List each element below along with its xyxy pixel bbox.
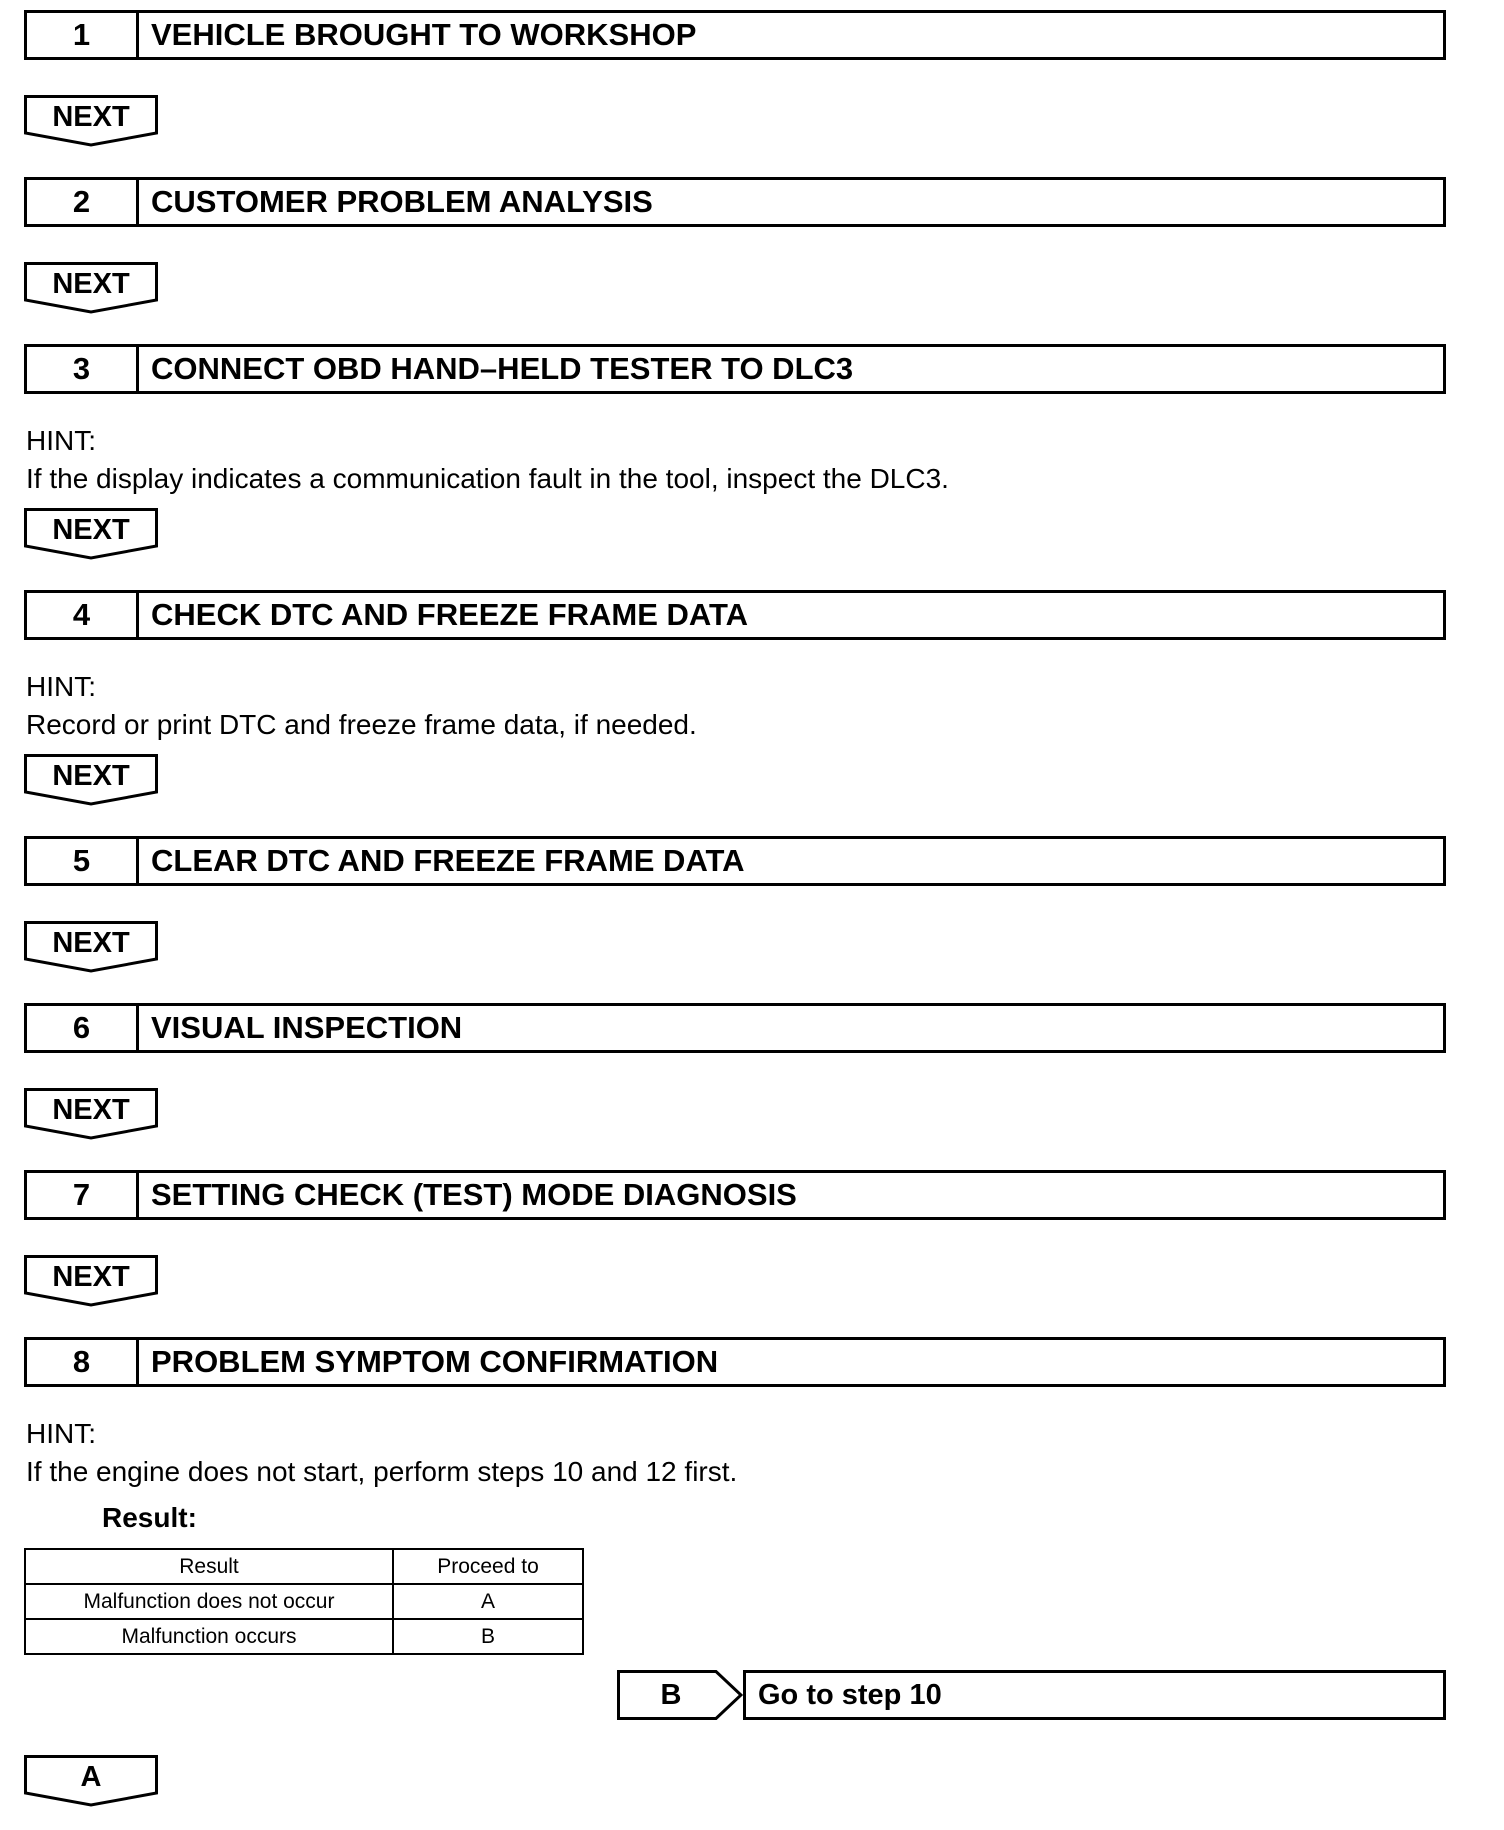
step-4-box bbox=[24, 590, 1446, 640]
next-label: NEXT bbox=[52, 268, 130, 300]
step-8-box bbox=[24, 1337, 1446, 1387]
table-row bbox=[25, 1619, 583, 1654]
step-title: SETTING CHECK (TEST) MODE DIAGNOSIS bbox=[151, 1177, 797, 1212]
table-cell: Malfunction does not occur bbox=[25, 1584, 393, 1619]
next-arrow-3 bbox=[24, 508, 158, 560]
next-arrow-2 bbox=[24, 262, 158, 314]
step-number: 4 bbox=[27, 593, 139, 637]
branch-a-arrow bbox=[24, 1755, 158, 1807]
step-number: 8 bbox=[27, 1340, 139, 1384]
hint-text: Record or print DTC and freeze frame data, if needed. bbox=[26, 709, 697, 740]
branch-a-label: A bbox=[80, 1761, 102, 1793]
table-cell: B bbox=[393, 1619, 583, 1654]
step-number: 1 bbox=[27, 13, 139, 57]
next-arrow-1 bbox=[24, 95, 158, 147]
table-cell: A bbox=[393, 1584, 583, 1619]
step-title: CLEAR DTC AND FREEZE FRAME DATA bbox=[151, 843, 745, 878]
next-label: NEXT bbox=[52, 760, 130, 792]
step-title: VISUAL INSPECTION bbox=[151, 1010, 463, 1045]
step-title: PROBLEM SYMPTOM CONFIRMATION bbox=[151, 1344, 719, 1379]
result-heading: Result: bbox=[102, 1502, 197, 1533]
step-3-box bbox=[24, 344, 1446, 394]
step-number: 7 bbox=[27, 1173, 139, 1217]
hint-label: HINT: bbox=[26, 671, 96, 702]
next-arrow-4 bbox=[24, 754, 158, 806]
result-table bbox=[24, 1548, 584, 1655]
next-arrow-6 bbox=[24, 1088, 158, 1140]
step-title: CONNECT OBD HAND–HELD TESTER TO DLC3 bbox=[151, 351, 854, 386]
step-title: VEHICLE BROUGHT TO WORKSHOP bbox=[151, 17, 697, 52]
next-arrow-7 bbox=[24, 1255, 158, 1307]
step-number: 3 bbox=[27, 347, 139, 391]
table-header: Result bbox=[25, 1549, 393, 1584]
step-1-box bbox=[24, 10, 1446, 60]
step-number: 6 bbox=[27, 1006, 139, 1050]
hint-text: If the display indicates a communication fault in the tool, inspect the DLC3. bbox=[26, 463, 949, 494]
step-title: CUSTOMER PROBLEM ANALYSIS bbox=[151, 184, 653, 219]
next-label: NEXT bbox=[52, 514, 130, 546]
next-label: NEXT bbox=[52, 927, 130, 959]
table-header-row bbox=[25, 1549, 583, 1584]
next-arrow-5 bbox=[24, 921, 158, 973]
step-title: CHECK DTC AND FREEZE FRAME DATA bbox=[151, 597, 749, 632]
step-6-box bbox=[24, 1003, 1446, 1053]
branch-b-letter: B bbox=[660, 1678, 682, 1711]
step-2-box bbox=[24, 177, 1446, 227]
step-number: 5 bbox=[27, 839, 139, 883]
table-cell: Malfunction occurs bbox=[25, 1619, 393, 1654]
next-label: NEXT bbox=[52, 1094, 130, 1126]
table-row bbox=[25, 1584, 583, 1619]
hint-label: HINT: bbox=[26, 1418, 96, 1449]
branch-b-target: Go to step 10 bbox=[743, 1670, 1446, 1720]
step-5-box bbox=[24, 836, 1446, 886]
step-7-box bbox=[24, 1170, 1446, 1220]
step-number: 2 bbox=[27, 180, 139, 224]
next-label: NEXT bbox=[52, 1261, 130, 1293]
next-label: NEXT bbox=[52, 101, 130, 133]
hint-label: HINT: bbox=[26, 425, 96, 456]
table-header: Proceed to bbox=[393, 1549, 583, 1584]
hint-text: If the engine does not start, perform steps 10 and 12 first. bbox=[26, 1456, 738, 1487]
